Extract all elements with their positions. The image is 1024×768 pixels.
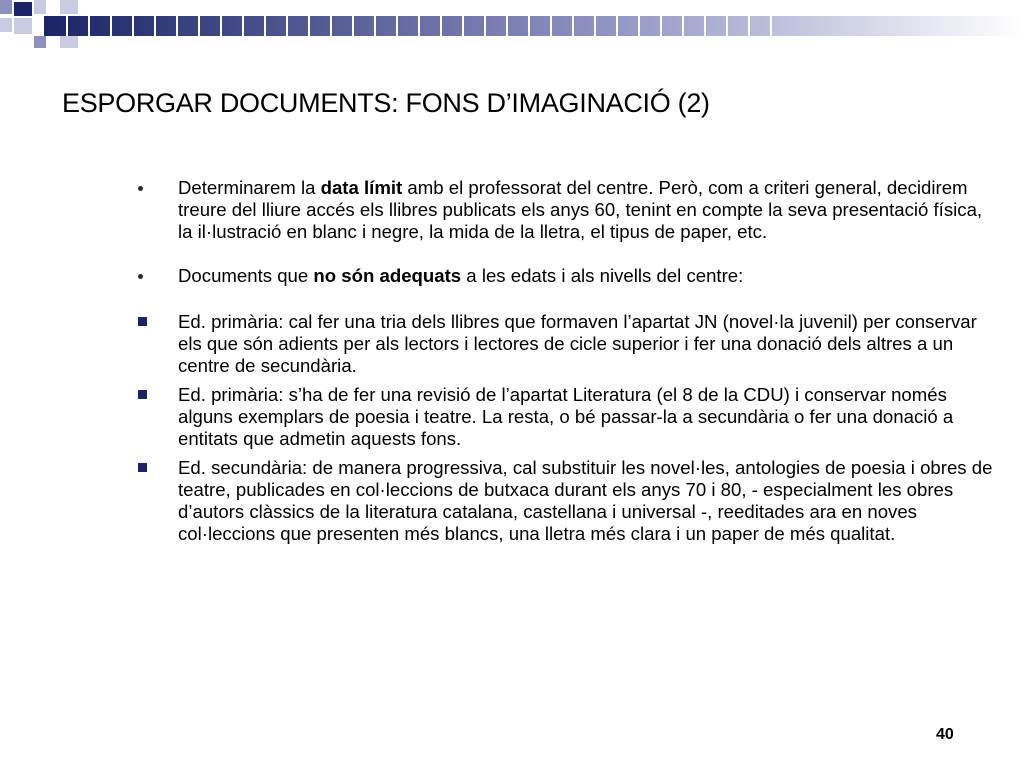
header-gradient-band [44, 16, 1024, 36]
deco-square [14, 2, 32, 16]
deco-square [0, 18, 12, 32]
sub-bullet-item [138, 311, 998, 377]
sub-bullet-item [138, 384, 998, 450]
round-bullet-icon [138, 274, 143, 279]
slide-title: ESPORGAR DOCUMENTS: FONS D’IMAGINACIÓ (2) [62, 88, 710, 118]
header-decoration [0, 0, 1024, 64]
sub-bullet-item [138, 457, 998, 545]
square-bullet-icon [138, 463, 147, 472]
slide-content [138, 177, 998, 545]
square-bullet-icon [138, 390, 147, 399]
deco-square [34, 36, 46, 48]
round-bullet-icon [138, 186, 143, 191]
deco-square [60, 0, 78, 14]
item-text: Ed. primària: s’ha de fer una revisió de l’apartat Literatura (el 8 de la CDU) i conservar només alguns exemplars de poesia i teatre. La resta, o bé passar-la a secundària o fer una donació a entitats que admetin aquests fons. [178, 384, 954, 449]
item-text: Ed. primària: cal fer una tria dels llibres que formaven l’apartat JN (novel·la juvenil) per conservar els que són adients per als lectors i lectores de cicle superior i fer una donació dels altres a un centre de secundària. [178, 311, 977, 376]
bullet-item [138, 265, 998, 287]
item-text: Documents que no són adequats a les edats i als nivells del centre: [178, 265, 744, 286]
bullet-item [138, 177, 998, 243]
deco-square [34, 0, 46, 14]
item-text: Ed. secundària: de manera progressiva, cal substituir les novel·les, antologies de poesia i obres de teatre, publicades en col·leccions de butxaca durant els anys 70 i 80, - especialment les obres d’autors clàssics de la literatura catalana, castellana i universal -, reeditades ara en noves col·leccions que presenten més blancs, una lletra més clara i un paper de més qualitat. [178, 457, 993, 544]
deco-square [14, 18, 32, 34]
deco-square [60, 36, 78, 48]
deco-square [0, 0, 12, 14]
item-text: Determinarem la data límit amb el professorat del centre. Però, com a criteri general, decidirem treure del lliure accés els llibres publicats els anys 60, tenint en compte la seva presentació física, la il·lustració en blanc i negre, la mida de la lletra, el tipus de paper, etc. [178, 177, 983, 242]
page-number: 40 [936, 726, 954, 743]
square-bullet-icon [138, 317, 147, 326]
